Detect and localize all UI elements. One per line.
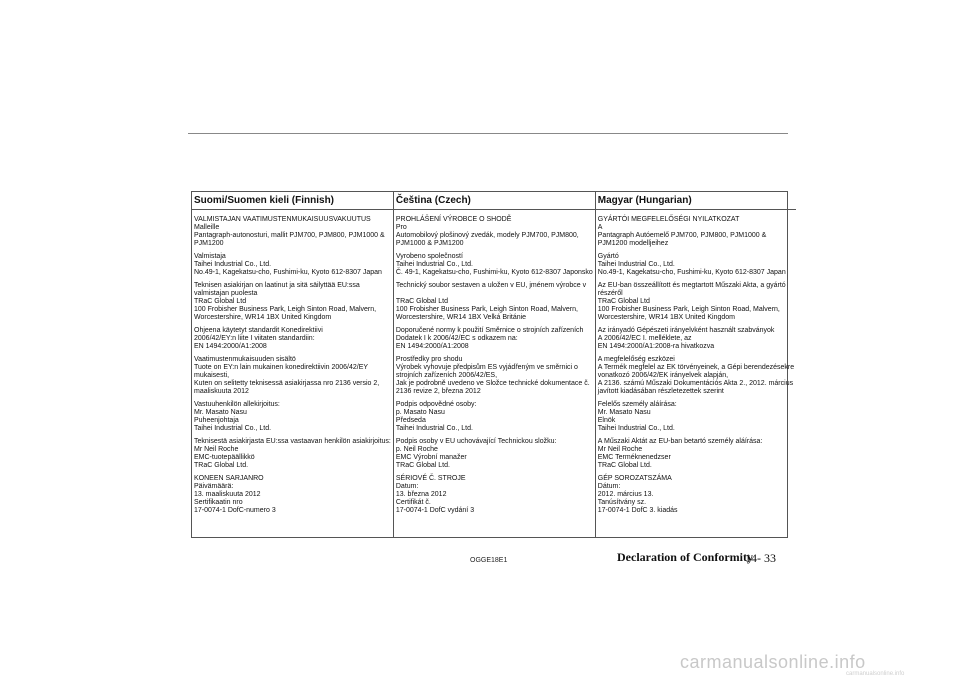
text-line: 17-0074-1 DofC-numero 3	[194, 507, 276, 514]
text-line: 2012. március 13.	[597, 491, 654, 498]
text-line: No.49-1, Kagekatsu-cho, Fushimi-ku, Kyoto 612-8307 Japan	[194, 269, 382, 276]
text-line: Technický soubor sestaven a uložen v EU, jménem výrobce v	[395, 282, 587, 289]
text-line: Pantagraph-autonosturi, mallit PJM700, PJM800, PJM1000 &	[194, 232, 385, 239]
text-block	[396, 327, 593, 351]
text-line: Kuten on selitetty teknisessä asiakirjassa nro 2136 versio 2,	[194, 380, 380, 387]
text-block	[598, 253, 794, 277]
text-line: mukaisesti,	[194, 372, 230, 379]
column-body	[192, 210, 393, 520]
conformity-table	[191, 191, 795, 538]
text-line: Pro	[395, 224, 407, 231]
section-title: Declaration of Conformity	[617, 550, 753, 564]
text-block	[598, 282, 794, 322]
text-block	[194, 401, 391, 433]
text-line: KONEEN SARJANRO	[194, 475, 264, 482]
text-line: TRaC Global Ltd.	[597, 462, 652, 469]
text-line: Päivämäärä:	[194, 483, 234, 490]
text-line: Pantagraph Autóemelő PJM700, PJM800, PJM1000 &	[597, 232, 767, 239]
text-line: PROHLÁŠENÍ VÝROBCE O SHODĚ	[395, 216, 512, 223]
text-block	[194, 356, 391, 396]
text-line: Sertifikaatin nro	[194, 499, 243, 506]
page-number: 14- 33	[745, 551, 776, 565]
text-line: 13. března 2012	[395, 491, 447, 498]
column-header: Magyar (Hungarian)	[596, 192, 796, 210]
text-line: Taihei Industrial Co., Ltd.	[597, 425, 675, 432]
text-line: Worcestershire, WR14 1BX United Kingdom	[194, 314, 332, 321]
text-block	[396, 253, 593, 277]
text-line: Předseda	[395, 417, 426, 424]
text-line: Vastuuhenkilön allekirjoitus:	[194, 401, 280, 408]
text-line: A 2136. számú Műszaki Dokumentációs Akta 2., 2012. március	[597, 380, 794, 387]
text-line: PJM1200 modelljeihez	[597, 240, 669, 247]
text-line: Podpis osoby v EU uchovávající Technickou složku:	[395, 438, 557, 445]
text-line: TRaC Global Ltd.	[395, 462, 450, 469]
text-line: Tuote on EY:n lain mukainen konedirektiivin 2006/42/EY	[194, 364, 369, 371]
text-line: Č. 49-1, Kagekatsu-cho, Fushimi-ku, Kyoto 612-8307 Japonsko	[395, 269, 593, 276]
text-block	[396, 216, 593, 248]
text-line: 17-0074-1 DofC vydání 3	[395, 507, 475, 514]
text-line: GÉP SOROZATSZÁMA	[597, 475, 672, 482]
text-line: Mr Neil Roche	[194, 446, 239, 453]
text-line: Gyártó	[597, 253, 619, 260]
text-line: részéről	[597, 290, 623, 297]
text-line: A	[597, 224, 603, 231]
text-line: PJM1200	[194, 240, 224, 247]
column-body	[596, 210, 796, 520]
text-line: javított kiadásában részletezettek szerint	[597, 388, 724, 395]
text-block	[598, 475, 794, 515]
text-block	[194, 282, 391, 322]
text-line: TRaC Global Ltd	[395, 298, 449, 305]
text-line: A Termék megfelel az EK törvényeinek, a Gépi berendezésekre	[597, 364, 795, 371]
text-line: TRaC Global Ltd	[194, 298, 247, 305]
text-line: EMC-tuotepäällikkö	[194, 454, 255, 461]
text-line: EN 1494:2000/A1:2008-ra hivatkozva	[597, 343, 715, 350]
text-line: Doporučené normy k použití Směrnice o strojních zařízeních	[395, 327, 584, 334]
text-line: A 2006/42/EC I. melléklete, az	[597, 335, 692, 342]
text-line: p. Neil Roche	[395, 446, 438, 453]
language-column	[394, 192, 596, 537]
text-block	[396, 401, 593, 433]
watermark-small: carmanualsonline.info	[846, 671, 905, 677]
text-line: A Műszaki Aktát az EU-ban betartó személy aláírása:	[597, 438, 763, 445]
text-block	[194, 327, 391, 351]
text-line: GYÁRTÓI MEGFELELŐSÉGI NYILATKOZAT	[597, 216, 740, 223]
column-body	[394, 210, 595, 520]
text-line: Teknisestä asiakirjasta EU:ssa vastaavan henkilön asiakirjoitus:	[194, 438, 391, 445]
text-line: Taihei Industrial Co., Ltd.	[395, 261, 473, 268]
text-line: Datum:	[395, 483, 419, 490]
text-line: EN 1494:2000/A1:2008	[194, 343, 267, 350]
text-line: TRaC Global Ltd.	[194, 462, 249, 469]
text-line: 17-0074-1 DofC 3. kiadás	[597, 507, 678, 514]
top-rule	[188, 133, 788, 134]
text-block	[396, 438, 593, 470]
text-block	[194, 438, 391, 470]
text-line: Tanúsítvány sz.	[597, 499, 647, 506]
text-block	[598, 327, 794, 351]
text-block	[598, 438, 794, 470]
text-line: EMC Terméknenedzser	[597, 454, 671, 461]
text-line: Puheenjohtaja	[194, 417, 239, 424]
text-line: VALMISTAJAN VAATIMUSTENMUKAISUUSVAKUUTUS	[194, 216, 371, 223]
text-block	[598, 401, 794, 433]
text-line: valmistajan puolesta	[194, 290, 258, 297]
text-line: p. Masato Nasu	[395, 409, 445, 416]
text-line: Az irányadó Gépészeti irányelvként használt szabványok	[597, 327, 775, 334]
text-line: Worcestershire, WR14 1BX United Kingdom	[597, 314, 735, 321]
text-block	[598, 356, 794, 396]
column-header: Čeština (Czech)	[394, 192, 595, 210]
text-line: A megfelelőség eszközei	[597, 356, 675, 363]
text-line: Prostředky pro shodu	[395, 356, 463, 363]
text-block	[194, 216, 391, 248]
text-line: No.49-1, Kagekatsu-cho, Fushimi-ku, Kyoto 612-8307 Japan	[597, 269, 786, 276]
text-line: 2136 revize 2, března 2012	[395, 388, 481, 395]
text-line: 100 Frobisher Business Park, Leigh Sinton Road, Malvern,	[597, 306, 780, 313]
text-line: vonatkozó 2006/42/EK irányelvek alapján,	[597, 372, 729, 379]
text-line: TRaC Global Ltd	[597, 298, 650, 305]
text-block	[396, 282, 593, 322]
text-line: Podpis odpovědné osoby:	[395, 401, 477, 408]
language-column	[192, 192, 394, 537]
text-line: 100 Frobisher Business Park, Leigh Sinton Road, Malvern,	[194, 306, 377, 313]
text-line: Taihei Industrial Co., Ltd.	[395, 425, 473, 432]
text-block	[396, 475, 593, 515]
text-line: Worcestershire, WR14 1BX Velká Británie	[395, 314, 527, 321]
text-line: 2006/42/EY:n liite I viitaten standardiin:	[194, 335, 315, 342]
text-line	[396, 290, 593, 298]
text-line: Dátum:	[597, 483, 621, 490]
text-line: Az EU-ban összeállított és megtartott Műszaki Akta, a gyártó	[597, 282, 786, 289]
text-line: maaliskuuta 2012	[194, 388, 249, 395]
text-line: 100 Frobisher Business Park, Leigh Sinton Road, Malvern,	[395, 306, 578, 313]
text-block	[396, 356, 593, 396]
text-line: Certifikát č.	[395, 499, 431, 506]
text-line: strojních zařízeních 2006/42/ES,	[395, 372, 498, 379]
text-line: Výrobek vyhovuje předpisům ES vyjádřeným ve směrnici o	[395, 364, 578, 371]
text-line: Mr. Masato Nasu	[597, 409, 651, 416]
text-block	[194, 253, 391, 277]
text-line: Valmistaja	[194, 253, 226, 260]
text-line: Felelős személy aláírása:	[597, 401, 677, 408]
text-line: SÉRIOVÉ Č. STROJE	[395, 475, 466, 482]
text-line: EMC Výrobní manažer	[395, 454, 467, 461]
text-line: Taihei Industrial Co., Ltd.	[597, 261, 675, 268]
text-line: 13. maaliskuuta 2012	[194, 491, 261, 498]
watermark: carmanualsonline.info	[680, 652, 866, 672]
text-line: Malleille	[194, 224, 220, 231]
text-line: Automobilový plošinový zvedák, modely PJM700, PJM800,	[395, 232, 579, 239]
document-code: OGGE18E1	[470, 557, 508, 564]
text-line: Taihei Industrial Co., Ltd.	[194, 261, 272, 268]
text-block	[598, 216, 794, 248]
text-line: Mr Neil Roche	[597, 446, 643, 453]
language-column	[596, 192, 796, 537]
text-line: Mr. Masato Nasu	[194, 409, 247, 416]
text-line: Taihei Industrial Co., Ltd.	[194, 425, 272, 432]
text-line: EN 1494:2000/A1:2008	[395, 343, 469, 350]
text-line: Teknisen asiakirjan on laatinut ja sitä säilyttää EU:ssa	[194, 282, 360, 289]
text-block	[194, 475, 391, 515]
text-line: Vyrobeno společností	[395, 253, 463, 260]
text-line: Jak je podrobně uvedeno ve Složce technické dokumentace č.	[395, 380, 590, 387]
text-line: Elnök	[597, 417, 616, 424]
text-line: Vaatimustenmukaisuuden sisältö	[194, 356, 296, 363]
column-header: Suomi/Suomen kieli (Finnish)	[192, 192, 393, 210]
text-line: PJM1000 & PJM1200	[395, 240, 464, 247]
text-line: Ohjeena käytetyt standardit Konedirektiivi	[194, 327, 323, 334]
text-line: Dodatek I k 2006/42/EC s odkazem na:	[395, 335, 518, 342]
